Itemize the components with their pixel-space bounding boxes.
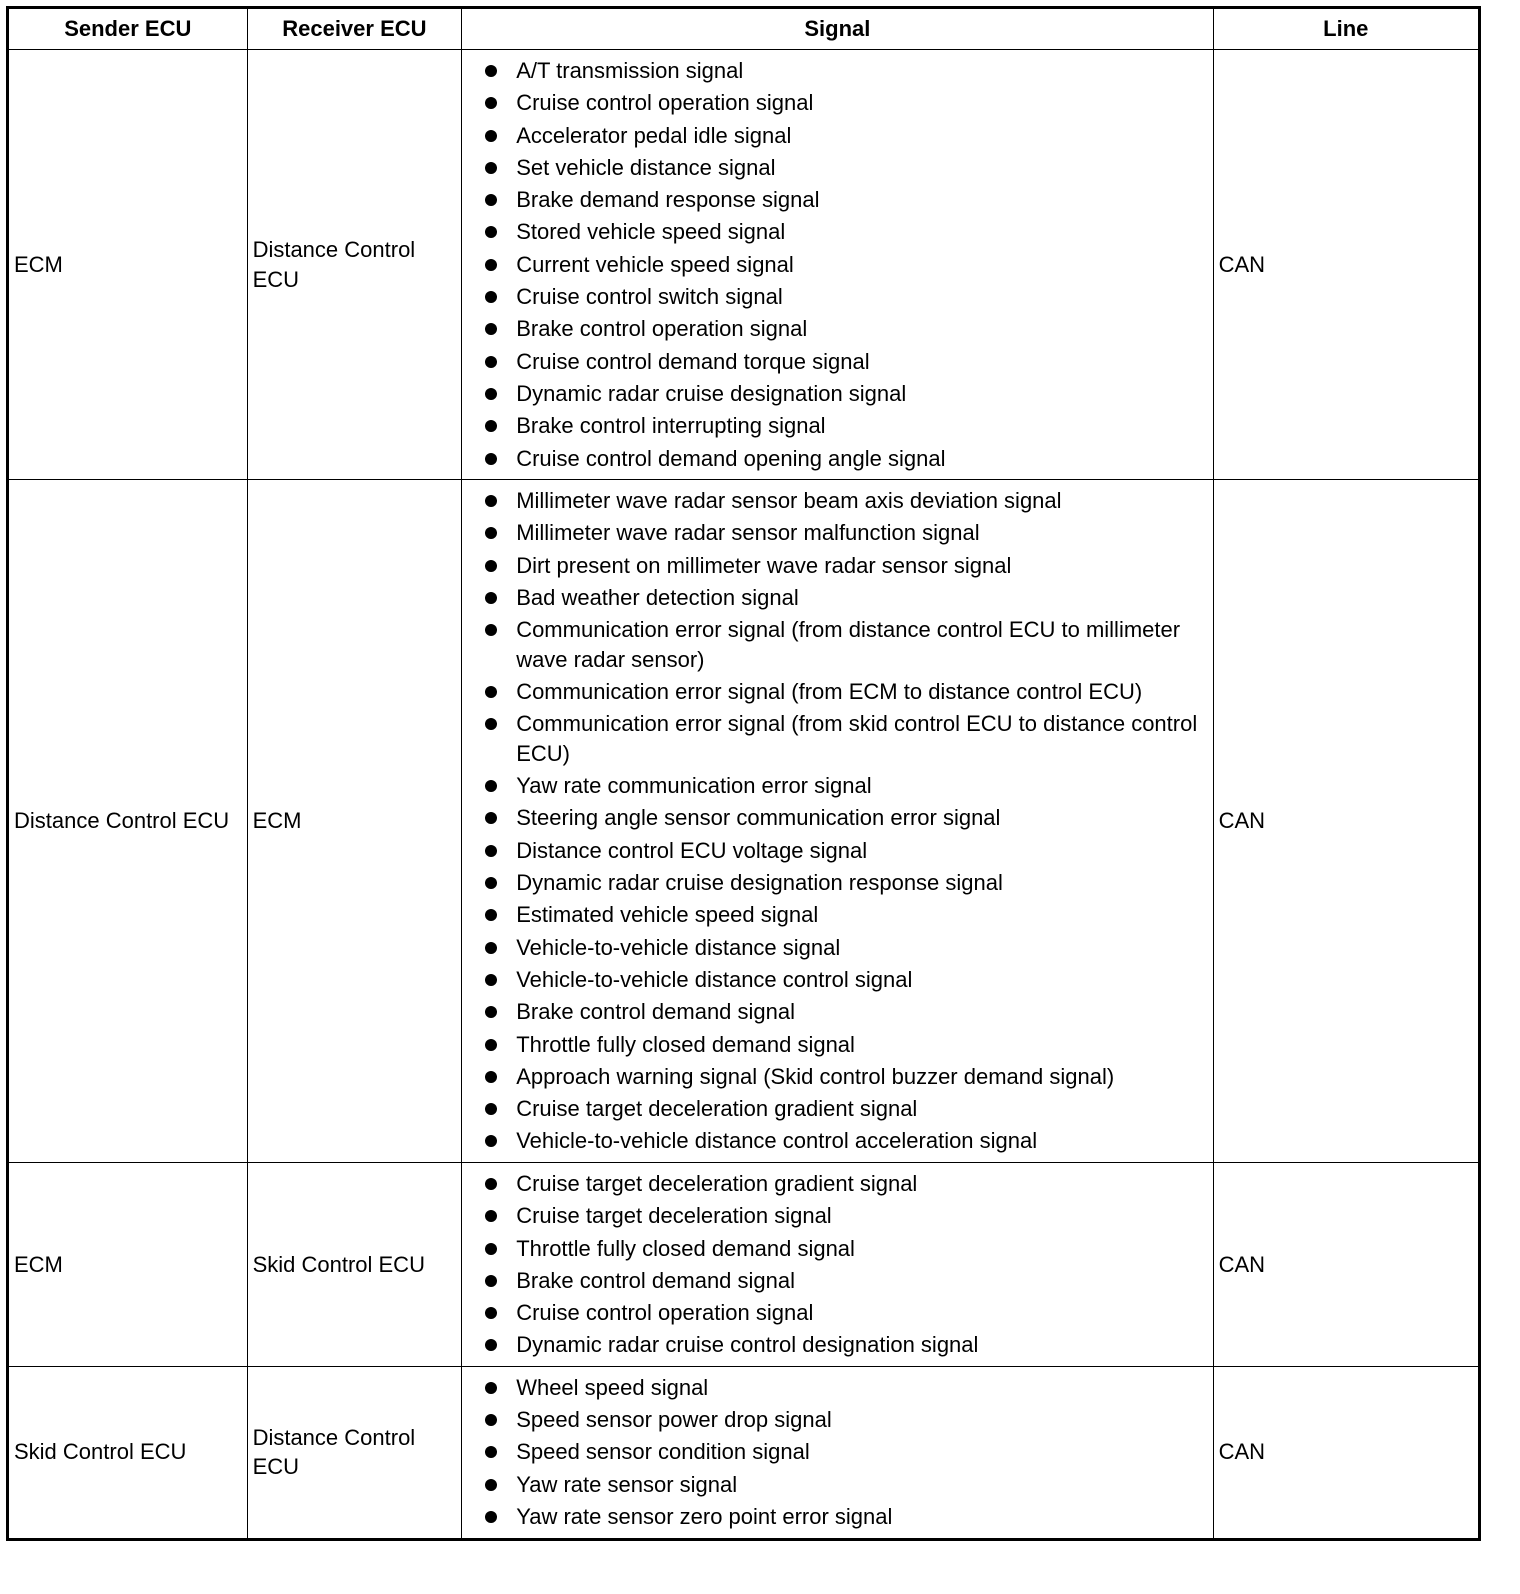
signal-text: Wheel speed signal — [516, 1374, 709, 1400]
signal-cell — [462, 1162, 1213, 1366]
bullet-icon — [485, 356, 497, 368]
bullet-icon — [485, 1006, 497, 1018]
bullet-icon — [485, 1275, 497, 1287]
signal-list — [462, 1169, 1204, 1360]
table-row — [8, 480, 1480, 1163]
signal-cell — [462, 50, 1213, 480]
bullet-icon — [485, 1382, 497, 1394]
signal-item — [516, 314, 1204, 344]
line-cell: CAN — [1213, 480, 1479, 1163]
header-row — [8, 8, 1480, 50]
signal-item — [516, 551, 1204, 581]
signal-text: Throttle fully closed demand signal — [516, 1031, 855, 1057]
bullet-icon — [485, 97, 497, 109]
bullet-icon — [485, 388, 497, 400]
table-row — [8, 1366, 1480, 1539]
receiver-cell: ECM — [247, 480, 462, 1163]
bullet-icon — [485, 1178, 497, 1190]
signal-item — [516, 1030, 1204, 1060]
signal-text: Brake control demand signal — [516, 1267, 796, 1293]
signal-text: Vehicle-to-vehicle distance control signal — [516, 966, 913, 992]
signal-item — [516, 217, 1204, 247]
signal-item — [516, 1330, 1204, 1360]
bullet-icon — [485, 1243, 497, 1255]
signal-item — [516, 1405, 1204, 1435]
bullet-icon — [485, 718, 497, 730]
signal-item — [516, 1437, 1204, 1467]
bullet-icon — [485, 877, 497, 889]
signal-item — [516, 1126, 1204, 1156]
signal-cell — [462, 1366, 1213, 1539]
signal-item — [516, 583, 1204, 613]
signal-text: Estimated vehicle speed signal — [516, 902, 819, 928]
bullet-icon — [485, 974, 497, 986]
line-cell: CAN — [1213, 50, 1479, 480]
signal-item — [516, 185, 1204, 215]
signal-item — [516, 347, 1204, 377]
signal-text: A/T transmission signal — [516, 58, 744, 83]
bullet-icon — [485, 1479, 497, 1491]
signal-text: Set vehicle distance signal — [516, 154, 776, 180]
bullet-icon — [485, 1511, 497, 1523]
signal-text: Speed sensor power drop signal — [516, 1407, 832, 1433]
bullet-icon — [485, 942, 497, 954]
signal-item — [516, 379, 1204, 409]
bullet-icon — [485, 1135, 497, 1147]
sender-cell: ECM — [8, 50, 248, 480]
signal-text: Cruise target deceleration gradient signal — [516, 1096, 918, 1122]
receiver-cell: Skid Control ECU — [247, 1162, 462, 1366]
signal-item — [516, 771, 1204, 801]
signal-text: Communication error signal (from distance control ECU to millimeter wave radar sensor) — [516, 617, 1181, 672]
signal-text: Dirt present on millimeter wave radar sensor signal — [516, 552, 1012, 578]
signal-text: Dynamic radar cruise designation signal — [516, 380, 907, 406]
sender-cell: Skid Control ECU — [8, 1366, 248, 1539]
signal-text: Brake demand response signal — [516, 187, 820, 213]
signal-text: Yaw rate sensor zero point error signal — [516, 1504, 893, 1530]
signal-text: Approach warning signal (Skid control buzzer demand signal) — [516, 1063, 1115, 1089]
bullet-icon — [485, 592, 497, 604]
signal-text: Cruise target deceleration signal — [516, 1203, 832, 1229]
signal-item — [516, 1373, 1204, 1403]
bullet-icon — [485, 1414, 497, 1426]
bullet-icon — [485, 1339, 497, 1351]
signal-cell — [462, 480, 1213, 1163]
signal-text: Cruise control demand torque signal — [516, 348, 870, 374]
signal-item — [516, 444, 1204, 474]
bullet-icon — [485, 1071, 497, 1083]
signal-item — [516, 1062, 1204, 1092]
signal-item — [516, 518, 1204, 548]
bullet-icon — [485, 527, 497, 539]
line-cell: CAN — [1213, 1366, 1479, 1539]
bullet-icon — [485, 291, 497, 303]
bullet-icon — [485, 1210, 497, 1222]
table-row — [8, 1162, 1480, 1366]
signal-text: Steering angle sensor communication error signal — [516, 805, 1001, 831]
signal-item — [516, 1470, 1204, 1500]
signal-item — [516, 709, 1204, 768]
bullet-icon — [485, 909, 497, 921]
receiver-cell: Distance Control ECU — [247, 1366, 462, 1539]
signal-item — [516, 411, 1204, 441]
signal-text: Cruise control switch signal — [516, 284, 783, 310]
signal-item — [516, 900, 1204, 930]
ecu-signal-table — [6, 6, 1481, 1541]
signal-item — [516, 803, 1204, 833]
signal-item — [516, 677, 1204, 707]
signal-text: Distance control ECU voltage signal — [516, 837, 868, 863]
signal-item — [516, 836, 1204, 866]
bullet-icon — [485, 686, 497, 698]
signal-item — [516, 153, 1204, 183]
signal-text: Bad weather detection signal — [516, 584, 799, 610]
signal-text: Millimeter wave radar sensor malfunction signal — [516, 520, 980, 546]
signal-text: Stored vehicle speed signal — [516, 219, 786, 245]
bullet-icon — [485, 780, 497, 792]
signal-item — [516, 250, 1204, 280]
bullet-icon — [485, 812, 497, 824]
signal-text: Communication error signal (from ECM to distance control ECU) — [516, 679, 1143, 705]
bullet-icon — [485, 1039, 497, 1051]
signal-text: Cruise target deceleration gradient signal — [516, 1170, 918, 1196]
signal-text: Dynamic radar cruise control designation signal — [516, 1332, 979, 1358]
signal-item — [516, 282, 1204, 312]
signal-text: Cruise control demand opening angle signal — [516, 445, 946, 471]
sender-cell: ECM — [8, 1162, 248, 1366]
bullet-icon — [485, 845, 497, 857]
bullet-icon — [485, 1446, 497, 1458]
signal-item — [516, 88, 1204, 118]
bullet-icon — [485, 194, 497, 206]
signal-text: Brake control demand signal — [516, 999, 796, 1025]
signal-item — [516, 615, 1204, 674]
signal-text: Brake control interrupting signal — [516, 413, 826, 439]
header-signal: Signal — [462, 8, 1213, 50]
signal-item — [516, 121, 1204, 151]
bullet-icon — [485, 420, 497, 432]
signal-text: Yaw rate sensor signal — [516, 1471, 738, 1497]
bullet-icon — [485, 560, 497, 572]
receiver-cell: Distance Control ECU — [247, 50, 462, 480]
signal-item — [516, 1094, 1204, 1124]
signal-text: Throttle fully closed demand signal — [516, 1235, 855, 1261]
signal-item — [516, 1201, 1204, 1231]
signal-text: Communication error signal (from skid control ECU to distance control ECU) — [516, 711, 1198, 766]
bullet-icon — [485, 1307, 497, 1319]
signal-list — [462, 56, 1204, 473]
signal-list — [462, 1373, 1204, 1532]
header-receiver: Receiver ECU — [247, 8, 462, 50]
signal-item — [516, 868, 1204, 898]
signal-text: Speed sensor condition signal — [516, 1439, 810, 1465]
signal-text: Current vehicle speed signal — [516, 251, 794, 277]
header-sender: Sender ECU — [8, 8, 248, 50]
signal-text: Accelerator pedal idle signal — [516, 122, 792, 148]
bullet-icon — [485, 495, 497, 507]
signal-list — [462, 486, 1204, 1156]
signal-text: Brake control operation signal — [516, 316, 808, 342]
bullet-icon — [485, 453, 497, 465]
signal-item — [516, 965, 1204, 995]
bullet-icon — [485, 624, 497, 636]
signal-text: Cruise control operation signal — [516, 1300, 814, 1326]
table-row — [8, 50, 1480, 480]
signal-text: Cruise control operation signal — [516, 90, 814, 116]
bullet-icon — [485, 1103, 497, 1115]
signal-text: Vehicle-to-vehicle distance signal — [516, 934, 841, 960]
signal-text: Dynamic radar cruise designation response signal — [516, 870, 1003, 896]
header-line: Line — [1213, 8, 1479, 50]
bullet-icon — [485, 323, 497, 335]
bullet-icon — [485, 162, 497, 174]
signal-item — [516, 1266, 1204, 1296]
signal-item — [516, 1298, 1204, 1328]
bullet-icon — [485, 226, 497, 238]
bullet-icon — [485, 130, 497, 142]
bullet-icon — [485, 65, 497, 77]
line-cell: CAN — [1213, 1162, 1479, 1366]
signal-item — [516, 56, 1204, 86]
signal-text: Yaw rate communication error signal — [516, 773, 872, 799]
signal-item — [516, 1169, 1204, 1199]
sender-cell: Distance Control ECU — [8, 480, 248, 1163]
signal-item — [516, 933, 1204, 963]
signal-text: Millimeter wave radar sensor beam axis deviation signal — [516, 488, 1062, 514]
signal-item — [516, 1502, 1204, 1532]
signal-text: Vehicle-to-vehicle distance control acceleration signal — [516, 1128, 1038, 1154]
signal-item — [516, 997, 1204, 1027]
signal-item — [516, 1234, 1204, 1264]
bullet-icon — [485, 259, 497, 271]
signal-item — [516, 486, 1204, 516]
